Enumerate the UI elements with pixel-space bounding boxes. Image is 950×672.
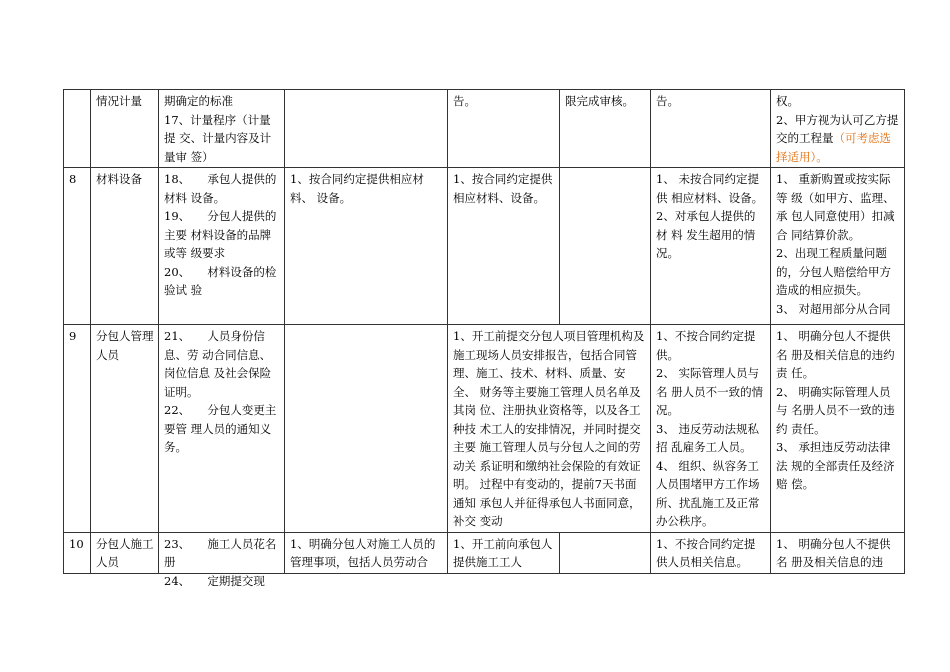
clip-box: 1、不按合同约定提供人员相关信息。 — [656, 536, 756, 569]
cell — [285, 325, 448, 533]
row-number-cell: 8 — [64, 168, 91, 325]
cell: 1、按合同约定提供相应材料、设备。 — [448, 168, 560, 325]
item-cell: 材料设备 — [91, 168, 159, 325]
contract-responsibility-table — [63, 89, 905, 588]
cell — [771, 532, 905, 573]
table-row — [64, 532, 905, 573]
cell — [285, 532, 448, 573]
cell — [771, 90, 905, 168]
cell — [651, 532, 771, 573]
standard-cell — [159, 532, 285, 588]
cell — [560, 532, 651, 573]
clip-box: 1、开工前向承包人提供施工工人 — [453, 536, 553, 569]
standard-cell: 21、 人员身份信息、劳 动合同信息、岗位信息 及社会保险证明。 22、 分包人变更主要管 理人员的通知义务。 — [159, 325, 285, 533]
clip-box: 1、 明确分包人不提供名 册及相关信息的违 — [776, 536, 891, 569]
cell: 1、 明确分包人不提供名 册及相关信息的违约责 任。 2、 明确实际管理人员与 名册人员不一致的违约 责任。 3、 承担违反劳动法律法 规的全部责任及经济赔 偿。 — [771, 325, 905, 533]
cell: 1、按合同约定提供相应材料、 设备。 — [285, 168, 448, 325]
item-cell: 分包人施工人员 — [91, 532, 159, 573]
standard-cell: 18、 承包人提供的材料 设备。 19、 分包人提供的主要 材料设备的品牌或等 级要求 20、 材料设备的检验试 验 — [159, 168, 285, 325]
highlight-text: （可考虑选 择适用）。 — [776, 131, 891, 164]
row-number-cell: 10 — [64, 532, 91, 573]
cell: 告。 — [651, 90, 771, 168]
cell — [560, 168, 651, 325]
table-row — [64, 90, 905, 168]
item-cell: 情况计量 — [91, 90, 159, 168]
cell: 限完成审核。 — [560, 90, 651, 168]
table-row — [64, 325, 905, 533]
table-row — [64, 168, 905, 325]
cell: 1、 重新购置或按实际等 级（如甲方、监理、承 包人同意使用）扣减合 同结算价款。 2、出现工程质量问题的，分包人赔偿给甲方造成的相应损失。 3、 对超用部分从合同 — [771, 168, 905, 325]
item-cell: 分包人管理人员 — [91, 325, 159, 533]
cell: 1、不按合同约定提 供。 2、 实际管理人员与名 册人员不一致的情 况。 3、 违反劳动法规私招 乱雇务工人员。 4、 组织、纵容务工人员围堵甲方工作场 所、扰乱施工及正常办公秩序。 — [651, 325, 771, 533]
clip-box: 23、 施工人员花名册 24、 定期提交现 — [164, 536, 277, 588]
cell: 告。 — [448, 90, 560, 168]
cell-text: 权。 2、甲方视为认可乙方提 交的工程量 — [776, 94, 899, 145]
cell — [448, 532, 560, 573]
cell: 1、 未按合同约定提供 相应材料、设备。 2、对承包人提供的材 料 发生超用的情况。 — [651, 168, 771, 325]
cell — [285, 90, 448, 168]
clip-box: 1、明确分包人对施工人员的管理事项，包括人员劳动合 — [290, 536, 436, 569]
standard-cell: 期确定的标准 17、计量程序（计量提 交、计量内容及计量审 签） — [159, 90, 285, 168]
row-number-cell: 9 — [64, 325, 91, 533]
merged-cell: 1、开工前提交分包人项目管理机构及 施工现场人员安排报告，包括合同管 理、施工、技术、材料、质量、安全、 财务等主要施工管理人员名单及其岗 位、注册执业资格等，以及各工种技 术工人的安排情况，并同时提交主要 施工管理人员与分包人之间的劳动关 系证明和缴纳社会保险的有效证明。 过程中有变动的，提前7天书面通知 承包人并征得承包人书面同意，补交 变动 — [448, 325, 651, 533]
row-number-cell — [64, 90, 91, 168]
